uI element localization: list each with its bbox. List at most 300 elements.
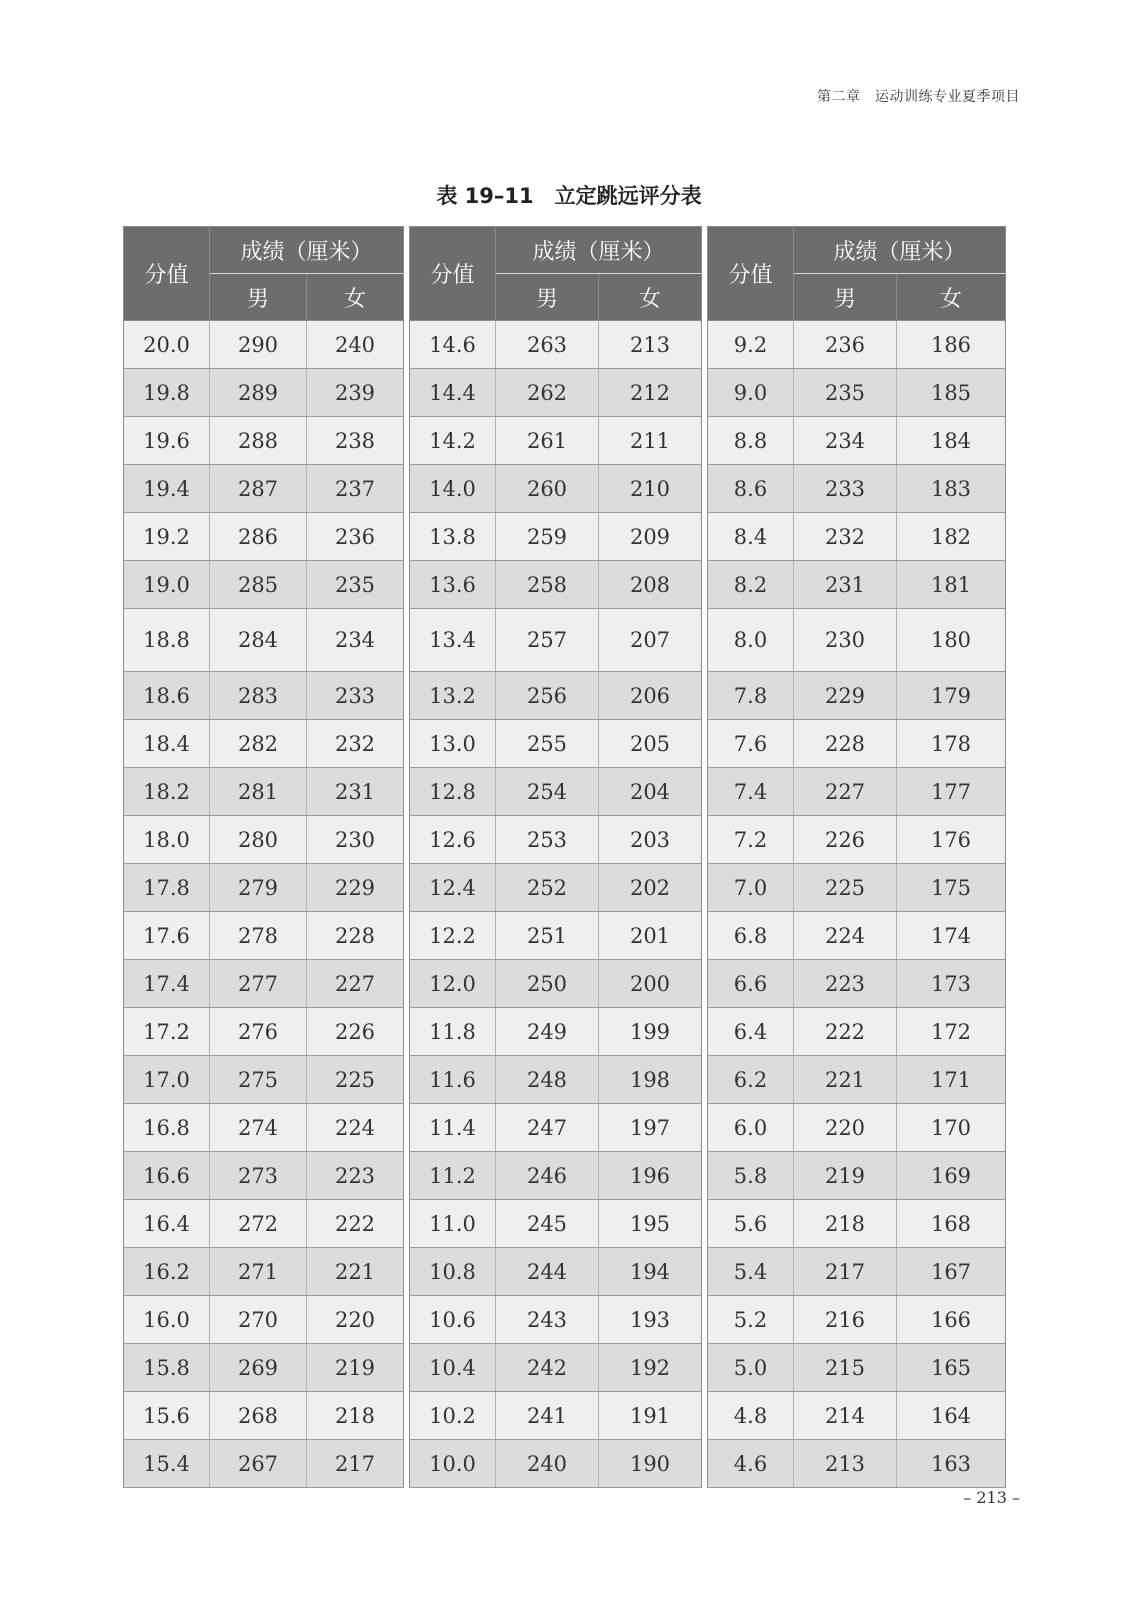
male-cell: 255 — [496, 720, 599, 768]
male-cell: 282 — [210, 720, 307, 768]
table-row — [410, 864, 702, 912]
male-cell: 250 — [496, 960, 599, 1008]
female-cell: 190 — [599, 1440, 702, 1488]
score-cell: 19.8 — [124, 369, 210, 417]
score-cell: 5.8 — [708, 1152, 794, 1200]
table-row — [124, 369, 404, 417]
score-cell: 18.6 — [124, 672, 210, 720]
male-cell: 234 — [794, 417, 897, 465]
male-cell: 241 — [496, 1392, 599, 1440]
table-row — [124, 465, 404, 513]
score-cell: 5.4 — [708, 1248, 794, 1296]
score-cell: 11.0 — [410, 1200, 496, 1248]
male-cell: 283 — [210, 672, 307, 720]
female-cell: 229 — [307, 864, 404, 912]
score-cell: 9.2 — [708, 321, 794, 369]
score-cell: 7.0 — [708, 864, 794, 912]
male-cell: 289 — [210, 369, 307, 417]
female-cell: 240 — [307, 321, 404, 369]
male-cell: 252 — [496, 864, 599, 912]
table-row — [708, 1248, 1006, 1296]
female-cell: 205 — [599, 720, 702, 768]
female-cell: 233 — [307, 672, 404, 720]
score-cell: 5.2 — [708, 1296, 794, 1344]
score-cell: 10.0 — [410, 1440, 496, 1488]
score-cell: 14.4 — [410, 369, 496, 417]
male-cell: 277 — [210, 960, 307, 1008]
score-table-1 — [123, 226, 404, 1488]
score-cell: 7.8 — [708, 672, 794, 720]
male-cell: 216 — [794, 1296, 897, 1344]
female-cell: 211 — [599, 417, 702, 465]
female-cell: 171 — [897, 1056, 1006, 1104]
table-row — [708, 561, 1006, 609]
score-cell: 11.2 — [410, 1152, 496, 1200]
female-cell: 184 — [897, 417, 1006, 465]
female-cell: 239 — [307, 369, 404, 417]
score-cell: 7.4 — [708, 768, 794, 816]
score-cell: 10.2 — [410, 1392, 496, 1440]
female-cell: 191 — [599, 1392, 702, 1440]
score-cell: 16.0 — [124, 1296, 210, 1344]
score-cell: 12.2 — [410, 912, 496, 960]
male-cell: 218 — [794, 1200, 897, 1248]
running-header: 第二章 运动训练专业夏季项目 — [817, 89, 1020, 105]
table-row — [410, 513, 702, 561]
male-cell: 229 — [794, 672, 897, 720]
male-cell: 253 — [496, 816, 599, 864]
score-cell: 4.8 — [708, 1392, 794, 1440]
female-cell: 202 — [599, 864, 702, 912]
female-cell: 179 — [897, 672, 1006, 720]
table-row — [410, 912, 702, 960]
table-row — [410, 1392, 702, 1440]
male-cell: 269 — [210, 1344, 307, 1392]
female-cell: 206 — [599, 672, 702, 720]
female-cell: 217 — [307, 1440, 404, 1488]
male-cell: 268 — [210, 1392, 307, 1440]
female-cell: 228 — [307, 912, 404, 960]
female-cell: 234 — [307, 609, 404, 672]
score-cell: 19.4 — [124, 465, 210, 513]
score-cell: 13.2 — [410, 672, 496, 720]
score-cell: 17.0 — [124, 1056, 210, 1104]
result-header: 成绩（厘米） — [210, 227, 404, 274]
score-cell: 6.2 — [708, 1056, 794, 1104]
score-cell: 12.8 — [410, 768, 496, 816]
male-cell: 247 — [496, 1104, 599, 1152]
female-header: 女 — [599, 274, 702, 321]
male-cell: 275 — [210, 1056, 307, 1104]
table-row — [410, 1248, 702, 1296]
male-cell: 235 — [794, 369, 897, 417]
male-cell: 286 — [210, 513, 307, 561]
male-cell: 225 — [794, 864, 897, 912]
score-header: 分值 — [410, 227, 496, 321]
female-header: 女 — [897, 274, 1006, 321]
female-cell: 199 — [599, 1008, 702, 1056]
female-cell: 212 — [599, 369, 702, 417]
table-row — [124, 1296, 404, 1344]
female-cell: 185 — [897, 369, 1006, 417]
male-cell: 222 — [794, 1008, 897, 1056]
score-cell: 15.4 — [124, 1440, 210, 1488]
male-cell: 285 — [210, 561, 307, 609]
female-cell: 192 — [599, 1344, 702, 1392]
table-row — [410, 465, 702, 513]
score-cell: 20.0 — [124, 321, 210, 369]
male-cell: 223 — [794, 960, 897, 1008]
table-row — [708, 465, 1006, 513]
table-row — [124, 912, 404, 960]
male-cell: 288 — [210, 417, 307, 465]
male-cell: 240 — [496, 1440, 599, 1488]
male-cell: 243 — [496, 1296, 599, 1344]
male-cell: 217 — [794, 1248, 897, 1296]
table-row — [124, 513, 404, 561]
score-cell: 7.6 — [708, 720, 794, 768]
male-cell: 215 — [794, 1344, 897, 1392]
table-row — [124, 1008, 404, 1056]
score-cell: 10.6 — [410, 1296, 496, 1344]
female-header: 女 — [307, 274, 404, 321]
score-cell: 12.4 — [410, 864, 496, 912]
score-cell: 8.6 — [708, 465, 794, 513]
score-cell: 19.6 — [124, 417, 210, 465]
score-cell: 17.8 — [124, 864, 210, 912]
result-header: 成绩（厘米） — [496, 227, 702, 274]
table-row — [708, 513, 1006, 561]
table-row — [708, 768, 1006, 816]
score-cell: 15.6 — [124, 1392, 210, 1440]
table-row — [708, 816, 1006, 864]
score-cell: 14.0 — [410, 465, 496, 513]
table-row — [410, 1296, 702, 1344]
female-cell: 175 — [897, 864, 1006, 912]
male-cell: 270 — [210, 1296, 307, 1344]
female-cell: 164 — [897, 1392, 1006, 1440]
male-header: 男 — [496, 274, 599, 321]
male-cell: 248 — [496, 1056, 599, 1104]
female-cell: 223 — [307, 1152, 404, 1200]
table-row — [124, 1056, 404, 1104]
male-cell: 281 — [210, 768, 307, 816]
score-cell: 18.2 — [124, 768, 210, 816]
score-cell: 13.4 — [410, 609, 496, 672]
table-row — [708, 321, 1006, 369]
female-cell: 183 — [897, 465, 1006, 513]
table-row — [708, 1344, 1006, 1392]
male-cell: 219 — [794, 1152, 897, 1200]
female-cell: 168 — [897, 1200, 1006, 1248]
table-row — [708, 720, 1006, 768]
female-cell: 237 — [307, 465, 404, 513]
table-row — [124, 417, 404, 465]
male-cell: 261 — [496, 417, 599, 465]
male-cell: 231 — [794, 561, 897, 609]
male-header: 男 — [794, 274, 897, 321]
male-cell: 278 — [210, 912, 307, 960]
male-cell: 232 — [794, 513, 897, 561]
male-header: 男 — [210, 274, 307, 321]
female-cell: 195 — [599, 1200, 702, 1248]
table-row — [410, 417, 702, 465]
female-cell: 186 — [897, 321, 1006, 369]
female-cell: 163 — [897, 1440, 1006, 1488]
score-cell: 8.0 — [708, 609, 794, 672]
female-cell: 177 — [897, 768, 1006, 816]
score-cell: 10.8 — [410, 1248, 496, 1296]
score-cell: 6.8 — [708, 912, 794, 960]
female-cell: 182 — [897, 513, 1006, 561]
female-cell: 222 — [307, 1200, 404, 1248]
male-cell: 279 — [210, 864, 307, 912]
score-cell: 8.4 — [708, 513, 794, 561]
male-cell: 233 — [794, 465, 897, 513]
score-cell: 16.8 — [124, 1104, 210, 1152]
female-cell: 210 — [599, 465, 702, 513]
female-cell: 201 — [599, 912, 702, 960]
male-cell: 290 — [210, 321, 307, 369]
female-cell: 208 — [599, 561, 702, 609]
score-cell: 11.4 — [410, 1104, 496, 1152]
male-cell: 224 — [794, 912, 897, 960]
score-cell: 19.2 — [124, 513, 210, 561]
score-cell: 6.4 — [708, 1008, 794, 1056]
female-cell: 204 — [599, 768, 702, 816]
female-cell: 221 — [307, 1248, 404, 1296]
table-row — [410, 960, 702, 1008]
table-row — [124, 720, 404, 768]
female-cell: 207 — [599, 609, 702, 672]
score-cell: 13.8 — [410, 513, 496, 561]
score-cell: 18.8 — [124, 609, 210, 672]
table-row — [708, 609, 1006, 672]
female-cell: 194 — [599, 1248, 702, 1296]
table-row — [124, 864, 404, 912]
female-cell: 235 — [307, 561, 404, 609]
score-cell: 16.6 — [124, 1152, 210, 1200]
female-cell: 227 — [307, 960, 404, 1008]
male-cell: 246 — [496, 1152, 599, 1200]
male-cell: 245 — [496, 1200, 599, 1248]
score-cell: 16.4 — [124, 1200, 210, 1248]
female-cell: 196 — [599, 1152, 702, 1200]
score-header: 分值 — [708, 227, 794, 321]
table-row — [124, 816, 404, 864]
table-row — [708, 864, 1006, 912]
female-cell: 169 — [897, 1152, 1006, 1200]
score-cell: 8.2 — [708, 561, 794, 609]
female-cell: 181 — [897, 561, 1006, 609]
table-row — [124, 960, 404, 1008]
table-row — [410, 768, 702, 816]
male-cell: 249 — [496, 1008, 599, 1056]
table-row — [410, 609, 702, 672]
female-cell: 170 — [897, 1104, 1006, 1152]
male-cell: 214 — [794, 1392, 897, 1440]
table-row — [124, 1440, 404, 1488]
table-row — [124, 561, 404, 609]
score-cell: 15.8 — [124, 1344, 210, 1392]
table-row — [708, 1440, 1006, 1488]
table-row — [708, 417, 1006, 465]
score-cell: 8.8 — [708, 417, 794, 465]
female-cell: 200 — [599, 960, 702, 1008]
male-cell: 227 — [794, 768, 897, 816]
female-cell: 165 — [897, 1344, 1006, 1392]
score-cell: 5.6 — [708, 1200, 794, 1248]
table-row — [410, 369, 702, 417]
table-row — [124, 768, 404, 816]
female-cell: 203 — [599, 816, 702, 864]
score-cell: 4.6 — [708, 1440, 794, 1488]
female-cell: 213 — [599, 321, 702, 369]
female-cell: 172 — [897, 1008, 1006, 1056]
table-row — [124, 672, 404, 720]
score-cell: 17.4 — [124, 960, 210, 1008]
male-cell: 272 — [210, 1200, 307, 1248]
table-title: 表 19–11 立定跳远评分表 — [436, 184, 702, 208]
male-cell: 284 — [210, 609, 307, 672]
female-cell: 180 — [897, 609, 1006, 672]
score-cell: 6.0 — [708, 1104, 794, 1152]
table-row — [410, 1152, 702, 1200]
table-row — [124, 1392, 404, 1440]
score-cell: 18.4 — [124, 720, 210, 768]
score-cell: 17.6 — [124, 912, 210, 960]
score-header: 分值 — [124, 227, 210, 321]
female-cell: 238 — [307, 417, 404, 465]
score-table-2 — [409, 226, 702, 1488]
male-cell: 228 — [794, 720, 897, 768]
table-row — [708, 1056, 1006, 1104]
table-row — [410, 1440, 702, 1488]
female-cell: 197 — [599, 1104, 702, 1152]
score-cell: 10.4 — [410, 1344, 496, 1392]
score-cell: 13.0 — [410, 720, 496, 768]
score-cell: 11.6 — [410, 1056, 496, 1104]
score-cell: 19.0 — [124, 561, 210, 609]
female-cell: 226 — [307, 1008, 404, 1056]
table-row — [410, 1344, 702, 1392]
table-row — [708, 1392, 1006, 1440]
male-cell: 262 — [496, 369, 599, 417]
table-row — [410, 672, 702, 720]
male-cell: 258 — [496, 561, 599, 609]
female-cell: 167 — [897, 1248, 1006, 1296]
score-cell: 16.2 — [124, 1248, 210, 1296]
table-row — [124, 1248, 404, 1296]
table-row — [124, 1344, 404, 1392]
male-cell: 221 — [794, 1056, 897, 1104]
table-row — [124, 321, 404, 369]
male-cell: 220 — [794, 1104, 897, 1152]
score-cell: 12.0 — [410, 960, 496, 1008]
female-cell: 193 — [599, 1296, 702, 1344]
male-cell: 274 — [210, 1104, 307, 1152]
table-row — [410, 561, 702, 609]
male-cell: 242 — [496, 1344, 599, 1392]
table-row — [410, 720, 702, 768]
score-cell: 17.2 — [124, 1008, 210, 1056]
table-row — [410, 1008, 702, 1056]
female-cell: 232 — [307, 720, 404, 768]
male-cell: 244 — [496, 1248, 599, 1296]
male-cell: 287 — [210, 465, 307, 513]
female-cell: 174 — [897, 912, 1006, 960]
table-row — [410, 1056, 702, 1104]
score-cell: 11.8 — [410, 1008, 496, 1056]
male-cell: 259 — [496, 513, 599, 561]
male-cell: 263 — [496, 321, 599, 369]
male-cell: 280 — [210, 816, 307, 864]
result-header: 成绩（厘米） — [794, 227, 1006, 274]
score-table-3 — [707, 226, 1006, 1488]
page-number: – 213 – — [963, 1488, 1020, 1507]
male-cell: 213 — [794, 1440, 897, 1488]
female-cell: 219 — [307, 1344, 404, 1392]
male-cell: 254 — [496, 768, 599, 816]
male-cell: 226 — [794, 816, 897, 864]
table-row — [410, 1200, 702, 1248]
table-row — [124, 1200, 404, 1248]
male-cell: 236 — [794, 321, 897, 369]
table-row — [124, 1152, 404, 1200]
female-cell: 224 — [307, 1104, 404, 1152]
score-cell: 14.6 — [410, 321, 496, 369]
score-cell: 5.0 — [708, 1344, 794, 1392]
score-cell: 9.0 — [708, 369, 794, 417]
female-cell: 220 — [307, 1296, 404, 1344]
male-cell: 230 — [794, 609, 897, 672]
table-row — [708, 1008, 1006, 1056]
table-row — [708, 912, 1006, 960]
table-row — [708, 369, 1006, 417]
female-cell: 236 — [307, 513, 404, 561]
male-cell: 260 — [496, 465, 599, 513]
female-cell: 209 — [599, 513, 702, 561]
male-cell: 257 — [496, 609, 599, 672]
male-cell: 276 — [210, 1008, 307, 1056]
table-row — [708, 672, 1006, 720]
score-cell: 7.2 — [708, 816, 794, 864]
score-cell: 14.2 — [410, 417, 496, 465]
female-cell: 178 — [897, 720, 1006, 768]
male-cell: 267 — [210, 1440, 307, 1488]
female-cell: 230 — [307, 816, 404, 864]
table-row — [708, 1200, 1006, 1248]
table-row — [708, 960, 1006, 1008]
female-cell: 176 — [897, 816, 1006, 864]
female-cell: 198 — [599, 1056, 702, 1104]
female-cell: 218 — [307, 1392, 404, 1440]
score-cell: 18.0 — [124, 816, 210, 864]
table-row — [708, 1152, 1006, 1200]
table-row — [708, 1104, 1006, 1152]
female-cell: 231 — [307, 768, 404, 816]
table-row — [124, 1104, 404, 1152]
table-row — [708, 1296, 1006, 1344]
female-cell: 225 — [307, 1056, 404, 1104]
male-cell: 271 — [210, 1248, 307, 1296]
table-row — [410, 816, 702, 864]
score-cell: 12.6 — [410, 816, 496, 864]
male-cell: 256 — [496, 672, 599, 720]
male-cell: 273 — [210, 1152, 307, 1200]
table-row — [124, 609, 404, 672]
female-cell: 166 — [897, 1296, 1006, 1344]
